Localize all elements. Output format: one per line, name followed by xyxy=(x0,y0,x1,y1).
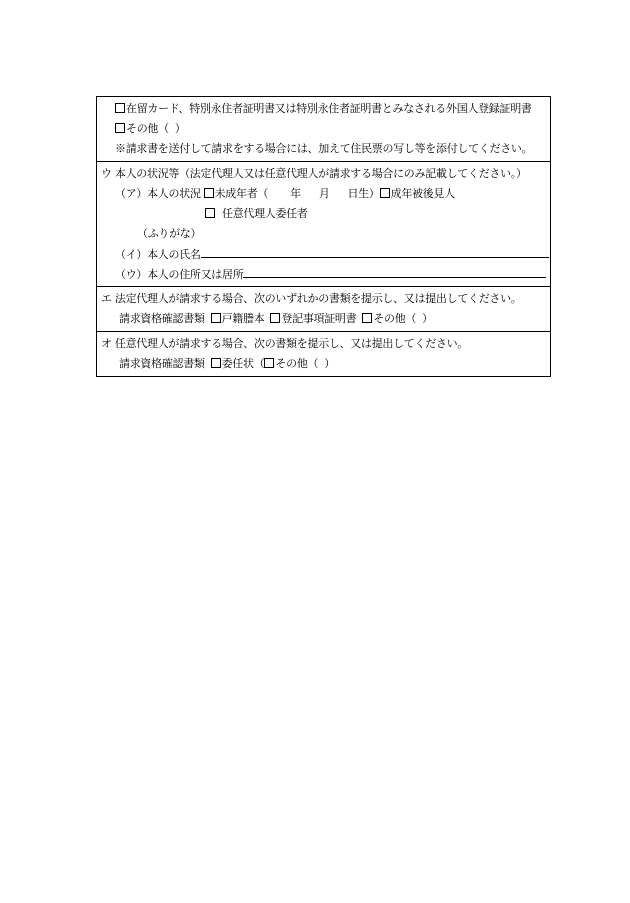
adult-ward-checkbox[interactable] xyxy=(380,188,390,198)
legal-representative-section xyxy=(97,286,550,331)
residence-card-checkbox[interactable] xyxy=(115,103,125,113)
voluntary-docs-label: 請求資格確認書類 xyxy=(119,357,205,370)
delegator-checkbox[interactable] xyxy=(205,208,215,218)
voluntary-representative-section xyxy=(97,331,550,376)
delegator-label: 任意代理人委任者 xyxy=(222,207,308,220)
family-register-label: 戸籍謄本 xyxy=(221,312,265,325)
principal-name-label: （イ）本人の氏名 xyxy=(115,248,201,261)
legal-other-close: ） xyxy=(422,312,433,325)
legal-representative-heading-text: エ 法定代理人が請求する場合、次のいずれかの書類を提示し、又は提出してください。 xyxy=(101,292,522,305)
year-label: 年 xyxy=(290,187,301,200)
principal-status-heading xyxy=(101,164,546,184)
furigana-row xyxy=(101,224,546,244)
power-of-attorney-label: 委任状（ xyxy=(221,357,265,370)
principal-name-row xyxy=(101,244,546,264)
principal-address-field[interactable] xyxy=(243,264,546,278)
request-form-box xyxy=(96,96,551,377)
other-document-label: その他（ xyxy=(126,122,169,135)
minor-label: 未成年者（ xyxy=(214,187,269,200)
voluntary-representative-heading-text: オ 任意代理人が請求する場合、次の書類を提示し、又は提出してください。 xyxy=(101,337,468,350)
legal-other-label: その他（ xyxy=(373,312,417,325)
voluntary-other-checkbox[interactable] xyxy=(264,358,274,368)
legal-docs-label: 請求資格確認書類 xyxy=(119,312,205,325)
birth-label: 日生） xyxy=(347,187,380,200)
power-of-attorney-checkbox[interactable] xyxy=(211,358,221,368)
mail-request-note-text: ※請求書を送付して請求をする場合には、加えて住民票の写し等を添付してください。 xyxy=(115,142,533,155)
voluntary-representative-heading xyxy=(101,334,546,354)
principal-status-heading-text: ウ 本人の状況等（法定代理人又は任意代理人が請求する場合にのみ記載してください。） xyxy=(101,167,527,180)
other-document-close: ） xyxy=(174,122,186,135)
month-label: 月 xyxy=(318,187,330,200)
voluntary-other-label: その他（ xyxy=(275,357,319,370)
family-register-checkbox[interactable] xyxy=(211,313,221,323)
mail-request-note xyxy=(101,139,546,159)
principal-name-field[interactable] xyxy=(201,244,549,258)
other-document-option xyxy=(101,119,546,139)
registry-certificate-label: 登記事項証明書 xyxy=(281,312,357,325)
adult-ward-label: 成年被後見人 xyxy=(390,187,455,200)
other-document-checkbox[interactable] xyxy=(115,123,125,133)
identity-document-section xyxy=(97,97,550,161)
legal-representative-heading xyxy=(101,289,546,309)
legal-docs-row xyxy=(101,309,546,329)
voluntary-other-close: ） xyxy=(324,357,335,370)
residence-card-label: 在留カード、特別永住者証明書又は特別永住者証明書とみなされる外国人登録証明書 xyxy=(126,102,532,115)
principal-address-label: （ウ）本人の住所又は居所 xyxy=(115,268,244,281)
principal-address-row xyxy=(101,264,546,284)
principal-status-label: （ア）本人の状況 xyxy=(115,187,201,200)
residence-card-option xyxy=(101,99,546,119)
principal-status-section xyxy=(97,161,550,286)
registry-certificate-checkbox[interactable] xyxy=(270,313,280,323)
delegator-row xyxy=(101,204,546,224)
principal-status-row xyxy=(101,184,546,204)
legal-other-checkbox[interactable] xyxy=(362,313,372,323)
minor-checkbox[interactable] xyxy=(204,188,214,198)
furigana-label: （ふりがな） xyxy=(137,227,202,240)
voluntary-docs-row xyxy=(101,354,546,374)
